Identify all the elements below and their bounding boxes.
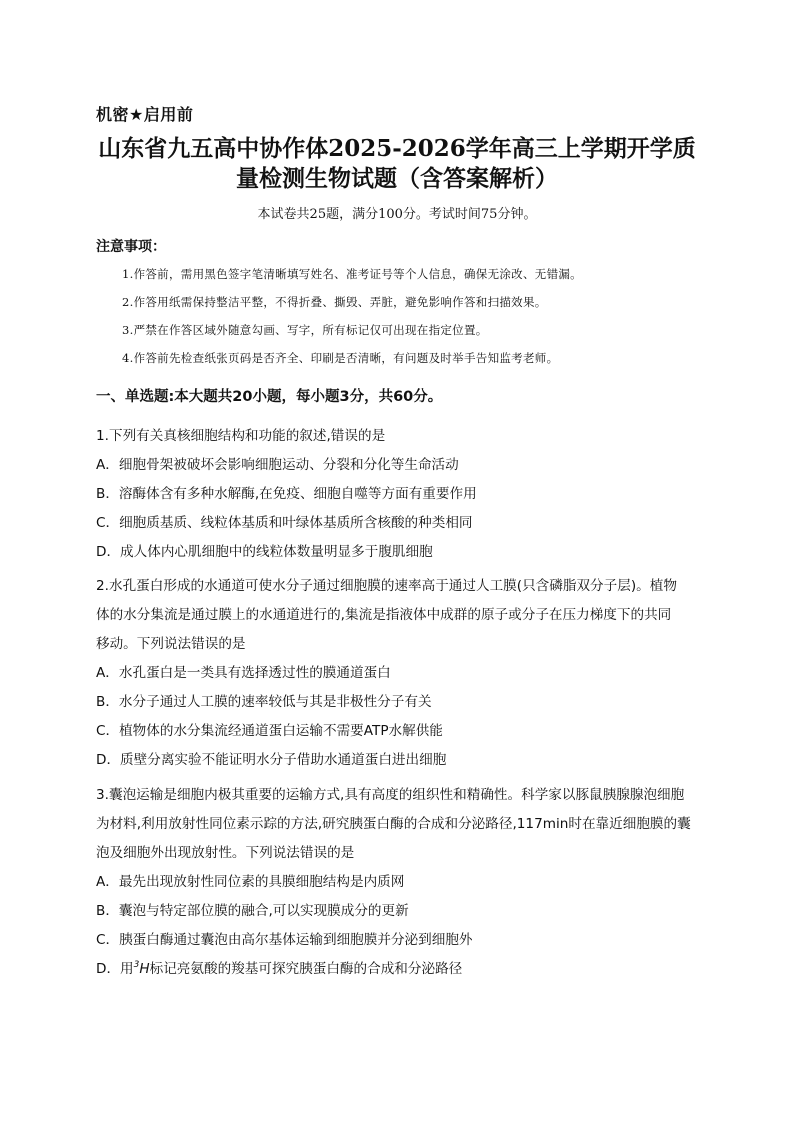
question-3-option-d: [96, 957, 462, 977]
isotope-symbol: H: [139, 961, 150, 977]
question-2-stem-line: 移动。下列说法错误的是: [96, 636, 246, 652]
question-3-stem-line: 泡及细胞外出现放射性。下列说法错误的是: [96, 845, 355, 861]
exam-title-line-1: 山东省九五高中协作体2025-2026学年高三上学期开学质: [98, 135, 696, 162]
question-3-stem-line: 3.囊泡运输是细胞内极其重要的运输方式,具有高度的组织性和精确性。科学家以豚鼠胰腺腺泡细胞: [96, 787, 685, 803]
notice-item: 2.作答用纸需保持整洁平整，不得折叠、撕毁、弄脏，避免影响作答和扫描效果。: [122, 295, 547, 309]
question-2-option-a: A．水孔蛋白是一类具有选择透过性的膜通道蛋白: [96, 665, 391, 681]
option-d-text: 标记亮氨酸的羧基可探究胰蛋白酶的合成和分泌路径: [149, 961, 463, 977]
question-2-option-c: C．植物体的水分集流经通道蛋白运输不需要ATP水解供能: [96, 723, 443, 739]
option-d-prefix: D．用: [96, 961, 134, 977]
notice-heading: 注意事项：: [96, 239, 166, 255]
question-2-stem-line: 2.水孔蛋白形成的水通道可使水分子通过细胞膜的速率高于通过人工膜(只含磷脂双分子层)。植物: [96, 578, 677, 594]
section-heading: 一、单选题:本大题共20小题，每小题3分，共60分。: [96, 389, 443, 405]
exam-info: 本试卷共25题，满分100分。考试时间75分钟。: [257, 207, 537, 222]
question-1-option-b: B．溶酶体含有多种水解酶,在免疫、细胞自噬等方面有重要作用: [96, 486, 477, 502]
notice-item: 3.严禁在作答区域外随意勾画、写字，所有标记仅可出现在指定位置。: [122, 323, 488, 337]
question-3-stem-line: 为材料,利用放射性同位素示踪的方法,研究胰蛋白酶的合成和分泌路径,117min时在靠近细胞膜的囊: [96, 816, 691, 832]
question-1-stem: 1.下列有关真核细胞结构和功能的叙述,错误的是: [96, 428, 386, 444]
question-2-option-b: B．水分子通过人工膜的速率较低与其是非极性分子有关: [96, 694, 432, 710]
question-3-option-a: A．最先出现放射性同位素的具膜细胞结构是内质网: [96, 874, 405, 890]
question-3-option-b: B．囊泡与特定部位膜的融合,可以实现膜成分的更新: [96, 903, 409, 919]
confidential-mark: 机密★启用前: [96, 105, 194, 124]
notice-item: 4.作答前先检查纸张页码是否齐全、印刷是否清晰，有问题及时举手告知监考老师。: [122, 351, 559, 365]
question-2-stem-line: 体的水分集流是通过膜上的水通道进行的,集流是指液体中成群的原子或分子在压力梯度下的共同: [96, 607, 672, 623]
question-1-option-d: D．成人体内心肌细胞中的线粒体数量明显多于腹肌细胞: [96, 544, 433, 560]
question-1-option-a: A．细胞骨架被破坏会影响细胞运动、分裂和分化等生命活动: [96, 457, 459, 473]
notice-item: 1.作答前，需用黑色签字笔清晰填写姓名、准考证号等个人信息，确保无涂改、无错漏。: [122, 267, 582, 281]
question-2-option-d: D．质壁分离实验不能证明水分子借助水通道蛋白进出细胞: [96, 752, 447, 768]
question-1-option-c: C．细胞质基质、线粒体基质和叶绿体基质所含核酸的种类相同: [96, 515, 473, 531]
question-3-option-c: C．胰蛋白酶通过囊泡由高尔基体运输到细胞膜并分泌到细胞外: [96, 932, 473, 948]
exam-title-line-2: 量检测生物试题（含答案解析）: [236, 165, 558, 192]
isotope-mass-number: 3: [133, 960, 140, 970]
